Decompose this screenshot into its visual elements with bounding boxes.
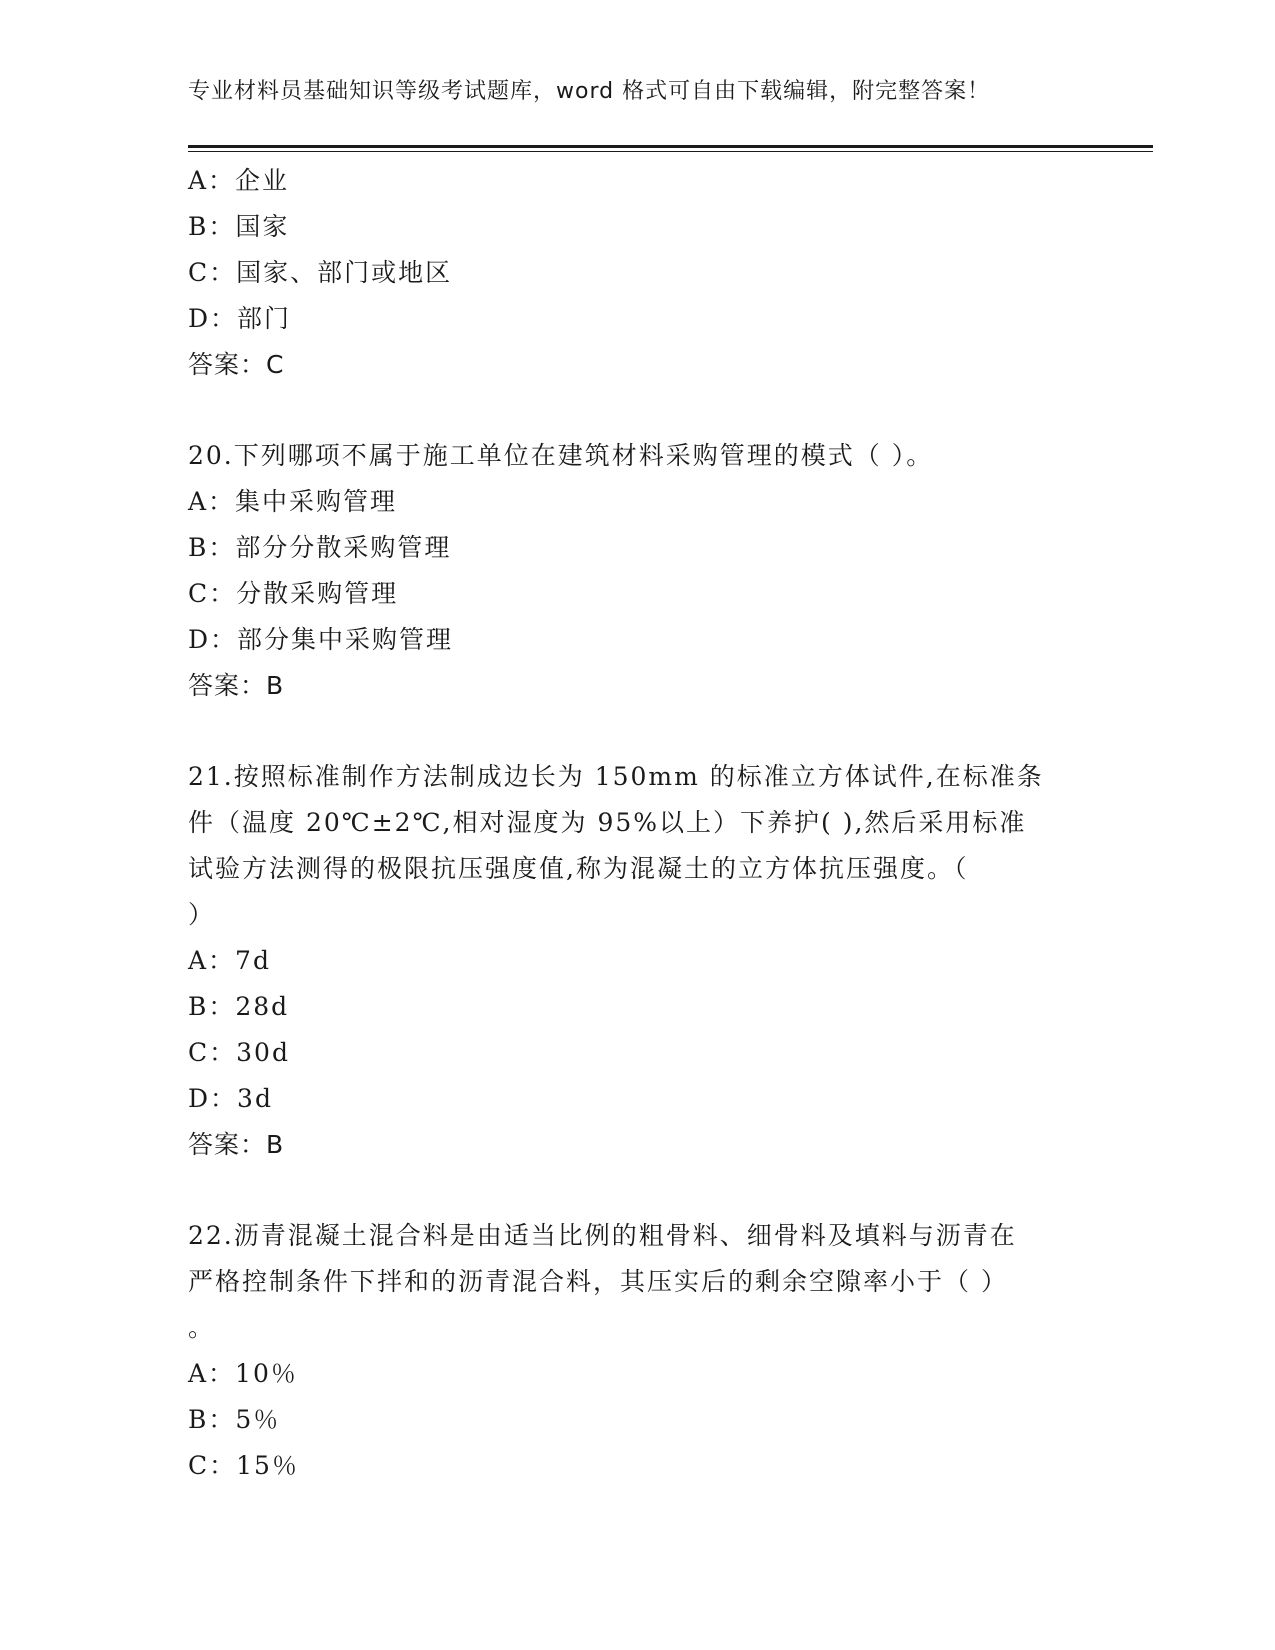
option-a: A：企业 bbox=[188, 166, 290, 195]
question-content bbox=[188, 158, 1088, 1489]
option-c: C：15％ bbox=[188, 1451, 299, 1480]
answer-line: 答案：C bbox=[188, 350, 285, 379]
question-20 bbox=[188, 433, 1088, 709]
option-a: A：集中采购管理 bbox=[188, 487, 398, 516]
question-21 bbox=[188, 754, 1088, 1168]
option-c: C：国家、部门或地区 bbox=[188, 258, 453, 287]
option-c: C：分散采购管理 bbox=[188, 579, 399, 608]
option-b: B：部分分散采购管理 bbox=[188, 533, 452, 562]
question-stem-line: 试验方法测得的极限抗压强度值,称为混凝土的立方体抗压强度。（ bbox=[188, 854, 969, 883]
question-stem-line: 。 bbox=[188, 1313, 216, 1342]
option-a: A：7d bbox=[188, 946, 271, 975]
spacer bbox=[188, 1168, 1088, 1213]
spacer bbox=[188, 388, 1088, 433]
option-b: B：28d bbox=[188, 992, 290, 1021]
spacer bbox=[188, 709, 1088, 754]
question-stem-line: 22.沥青混凝土混合料是由适当比例的粗骨料、细骨料及填料与沥青在 bbox=[188, 1221, 1017, 1250]
header-rule-thick bbox=[188, 145, 1153, 148]
option-a: A：10％ bbox=[188, 1359, 298, 1388]
option-d: D：部门 bbox=[188, 304, 292, 333]
question-19 bbox=[188, 158, 1088, 388]
page-header: 专业材料员基础知识等级考试题库，word 格式可自由下载编辑，附完整答案！ bbox=[188, 79, 991, 104]
option-d: D：部分集中采购管理 bbox=[188, 625, 454, 654]
question-stem-line: ） bbox=[188, 900, 216, 929]
option-c: C：30d bbox=[188, 1038, 290, 1067]
answer-line: 答案：B bbox=[188, 671, 285, 700]
answer-line: 答案：B bbox=[188, 1130, 285, 1159]
question-stem-line: 21.按照标准制作方法制成边长为 150mm 的标准立方体试件,在标准条 bbox=[188, 762, 1044, 791]
option-b: B：国家 bbox=[188, 212, 290, 241]
option-d: D：3d bbox=[188, 1084, 273, 1113]
option-b: B：5％ bbox=[188, 1405, 281, 1434]
question-22 bbox=[188, 1213, 1088, 1489]
question-stem-line: 严格控制条件下拌和的沥青混合料，其压实后的剩余空隙率小于（ ） bbox=[188, 1267, 1008, 1296]
question-stem-line: 件（温度 20℃±2℃,相对湿度为 95%以上）下养护( ),然后采用标准 bbox=[188, 808, 1027, 837]
header-rule-thin bbox=[188, 151, 1153, 152]
question-stem: 20.下列哪项不属于施工单位在建筑材料采购管理的模式（ ）。 bbox=[188, 441, 934, 470]
